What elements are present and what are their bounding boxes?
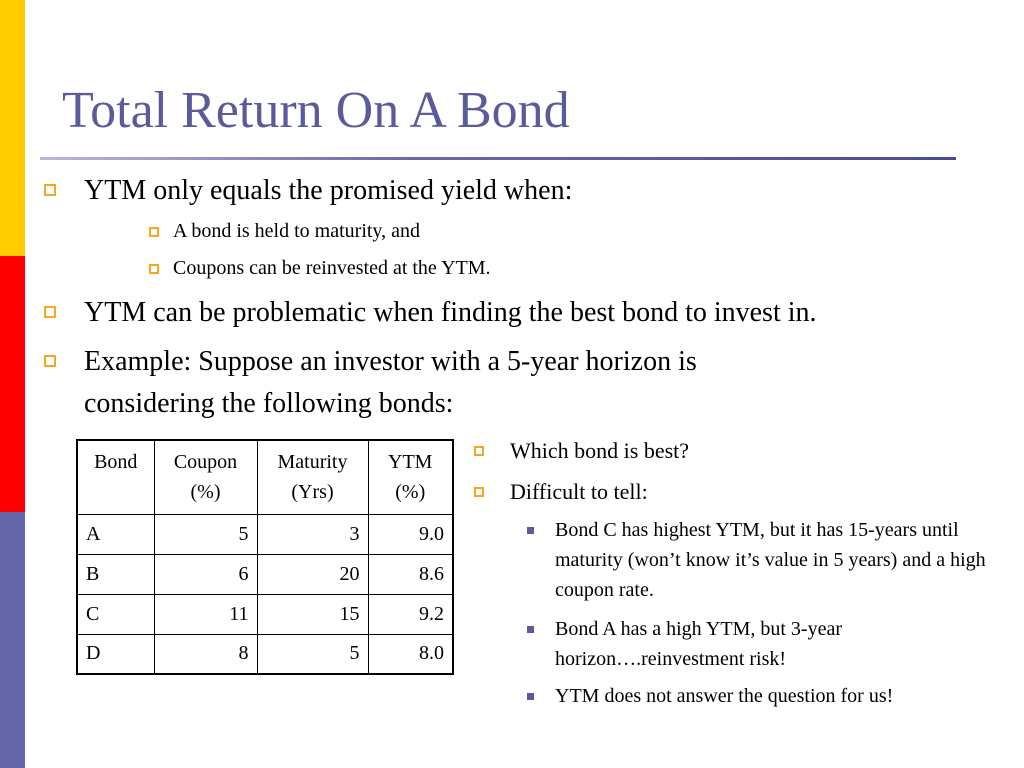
- table-row: [77, 514, 453, 554]
- header-coupon: Coupon (%): [154, 440, 257, 514]
- point-ytm-no-answer: YTM does not answer the question for us!: [555, 685, 894, 707]
- cell-bond: A: [77, 514, 154, 554]
- header-maturity: Maturity (Yrs): [257, 440, 368, 514]
- cell-bond: D: [77, 634, 154, 674]
- point-bond-a: Bond A has a high YTM, but 3-year horizon….reinvestment risk!: [555, 618, 843, 670]
- cell-maturity: 5: [257, 634, 368, 674]
- bullet-example-line1: Example: Suppose an investor with a 5-year horizon is: [84, 346, 697, 377]
- header-ytm: YTM (%): [368, 440, 453, 514]
- slide-title: Total Return On A Bond: [62, 82, 570, 139]
- bonds-table: [76, 439, 454, 675]
- cell-maturity: 3: [257, 514, 368, 554]
- bullet-icon: [149, 264, 159, 274]
- cell-coupon: 8: [154, 634, 257, 674]
- sub-bullet-coupons-reinvested: Coupons can be reinvested at the YTM.: [173, 257, 491, 279]
- cell-coupon: 5: [154, 514, 257, 554]
- bullet-icon: [527, 527, 534, 534]
- sub-bullet-held-to-maturity: A bond is held to maturity, and: [173, 220, 421, 242]
- table-row: [77, 594, 453, 634]
- cell-coupon: 6: [154, 554, 257, 594]
- bullet-icon: [474, 446, 484, 456]
- cell-ytm: 8.6: [368, 554, 453, 594]
- bullet-icon: [527, 626, 534, 633]
- difficult-to-tell: Difficult to tell:: [510, 479, 648, 504]
- stripe-purple: [0, 512, 25, 768]
- cell-coupon: 11: [154, 594, 257, 634]
- bullet-icon: [44, 355, 56, 367]
- bullet-icon: [149, 227, 159, 237]
- bullet-icon: [527, 693, 534, 700]
- question-which-bond: Which bond is best?: [510, 438, 690, 463]
- bullet-example-line2: considering the following bonds:: [84, 388, 454, 419]
- cell-bond: B: [77, 554, 154, 594]
- header-bond: Bond: [77, 440, 154, 514]
- table-row: [77, 634, 453, 674]
- cell-ytm: 8.0: [368, 634, 453, 674]
- table-row: [77, 554, 453, 594]
- point-bond-c: Bond C has highest YTM, but it has 15-years until maturity (won’t know it’s value in 5 years) and a high coupon rate.: [555, 519, 986, 601]
- cell-bond: C: [77, 594, 154, 634]
- table-header-row: [77, 440, 453, 514]
- bullet-icon: [474, 487, 484, 497]
- bullet-icon: [44, 306, 56, 318]
- bullet-icon: [44, 184, 56, 196]
- cell-maturity: 20: [257, 554, 368, 594]
- stripe-red: [0, 256, 25, 512]
- cell-maturity: 15: [257, 594, 368, 634]
- stripe-yellow: [0, 0, 25, 256]
- bullet-ytm-problematic: YTM can be problematic when finding the best bond to invest in.: [84, 297, 817, 328]
- title-divider: [40, 157, 956, 160]
- cell-ytm: 9.2: [368, 594, 453, 634]
- cell-ytm: 9.0: [368, 514, 453, 554]
- bullet-ytm-equals: YTM only equals the promised yield when:: [84, 175, 573, 206]
